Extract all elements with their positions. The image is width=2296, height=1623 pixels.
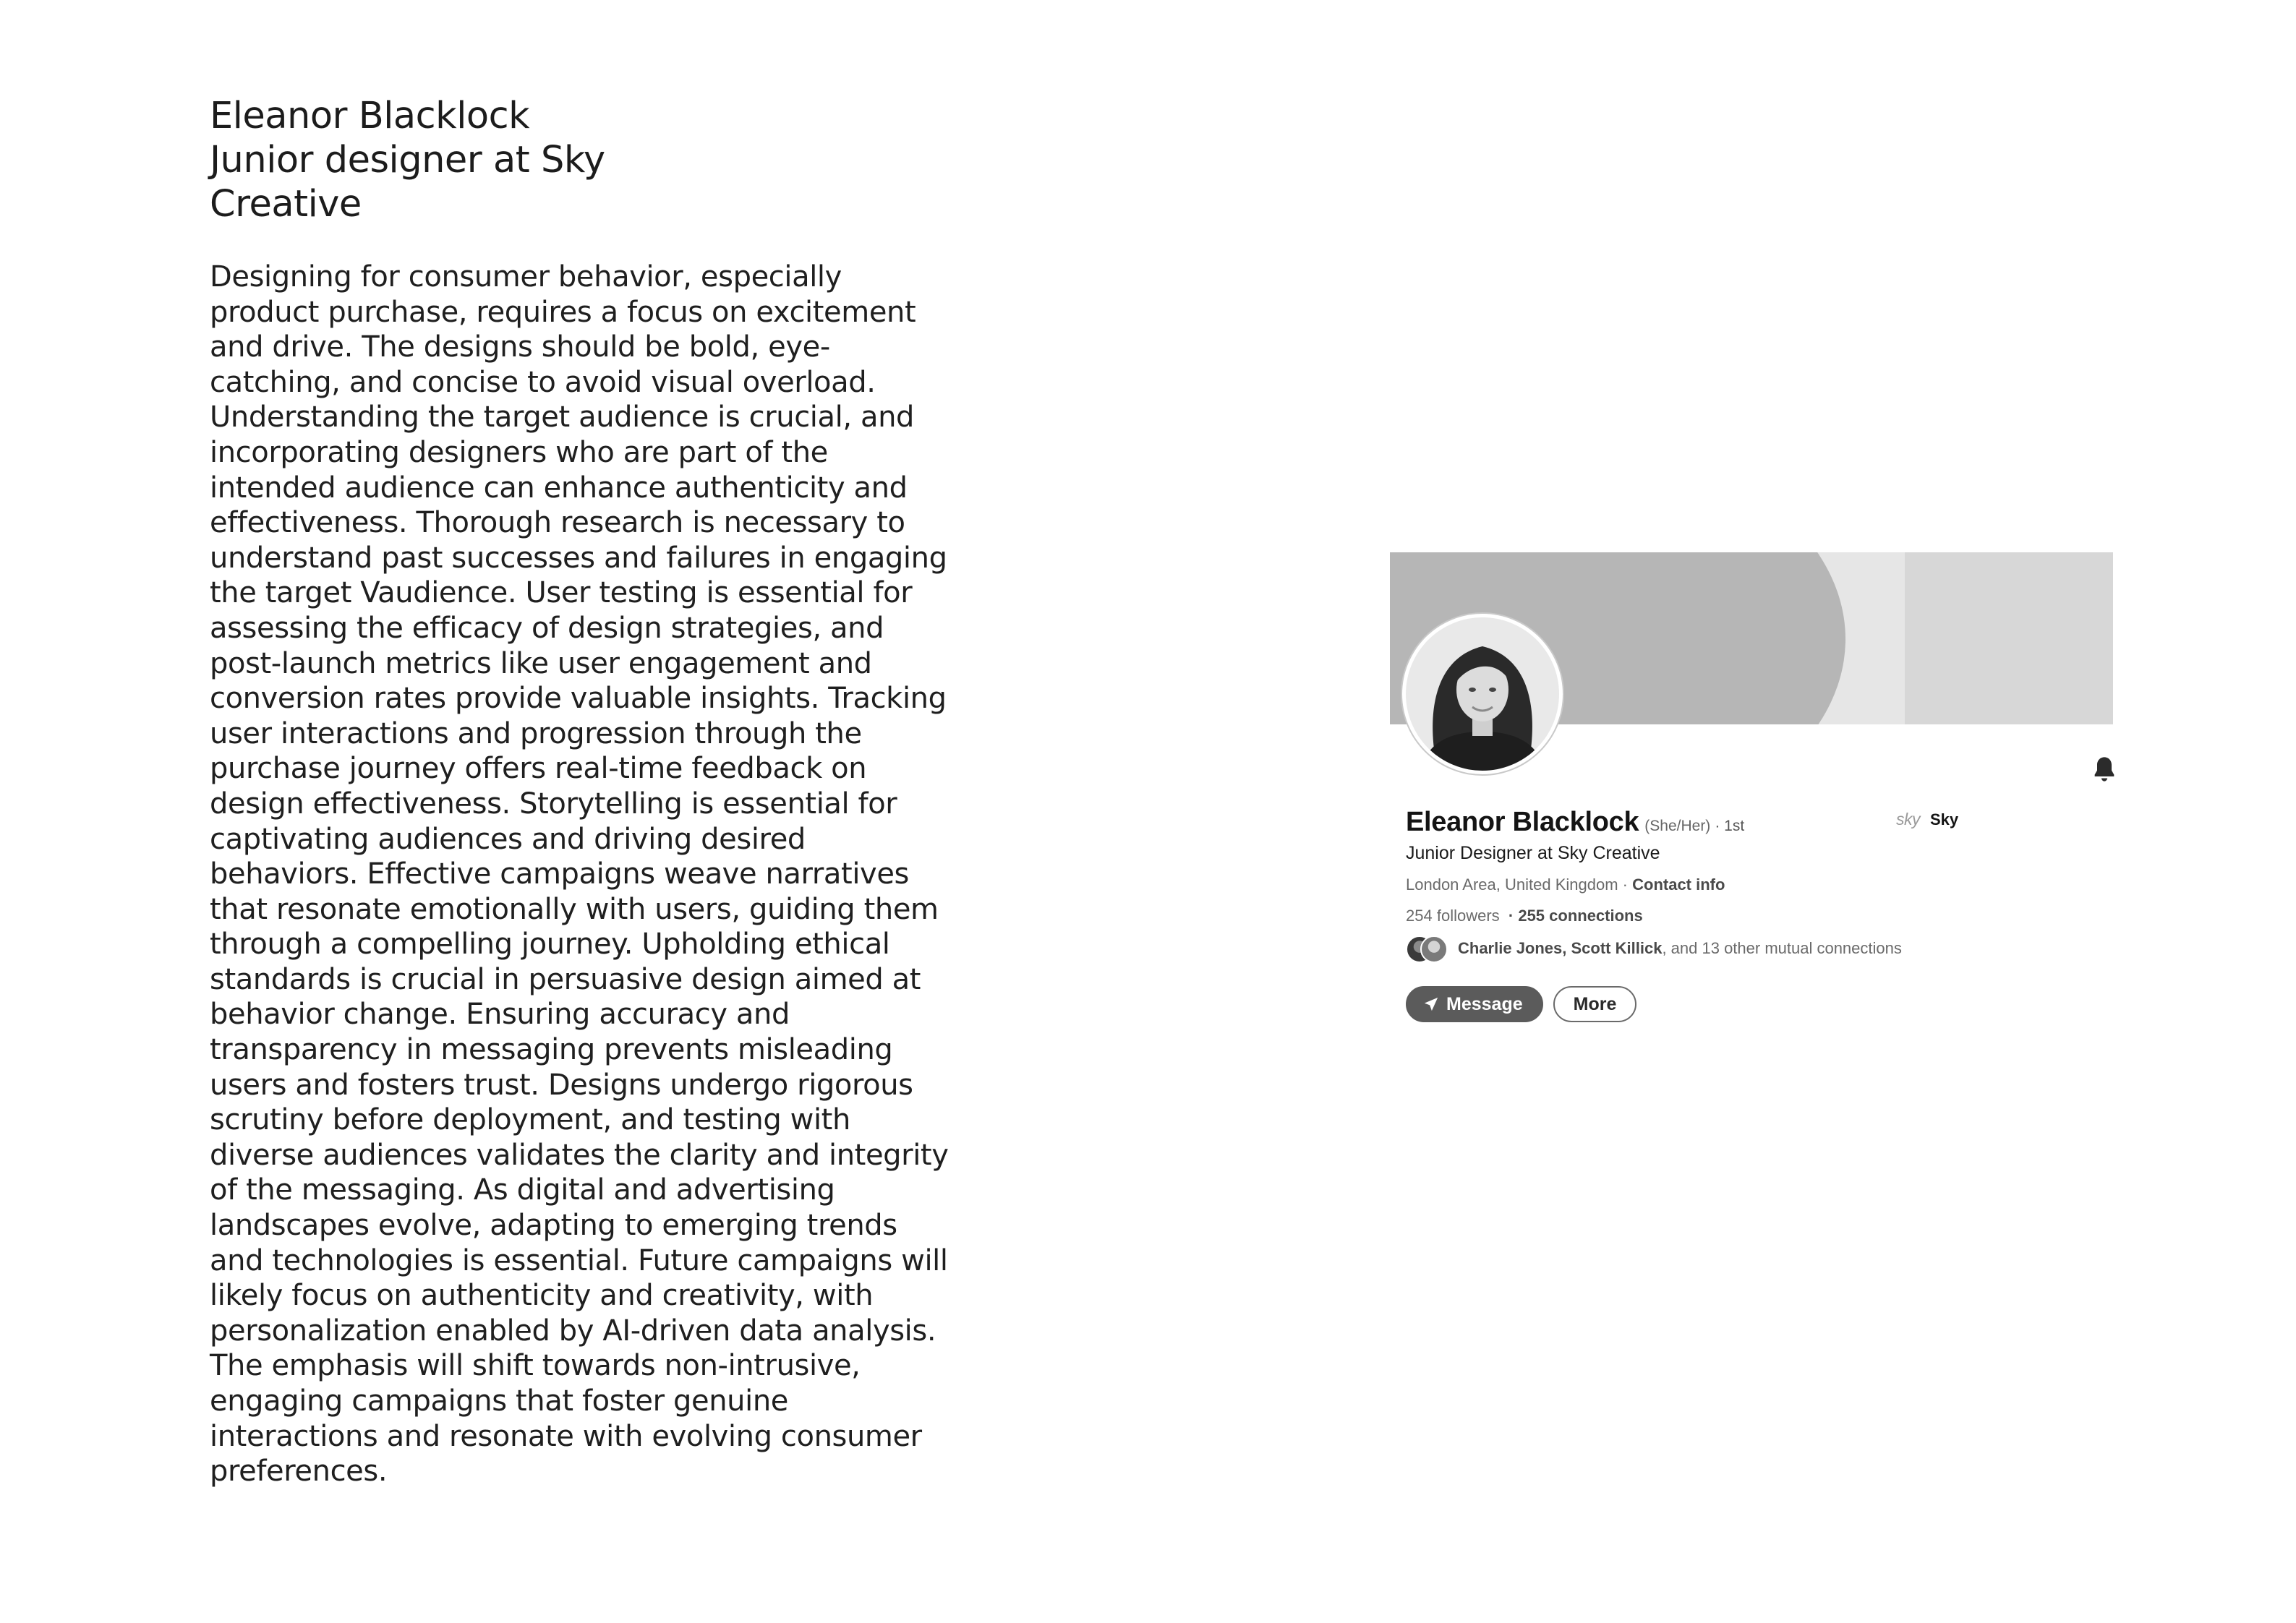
connection-degree: · 1st [1715, 818, 1745, 834]
profile-name[interactable]: Eleanor Blacklock [1406, 807, 1639, 837]
avatar-portrait [1406, 617, 1559, 771]
article-title [210, 94, 962, 226]
sky-logo: sky [1896, 810, 1920, 828]
profile-avatar[interactable] [1406, 617, 1559, 771]
title-line-company: Creative [210, 183, 362, 226]
profile-company[interactable] [1896, 810, 1958, 829]
mutual-avatar [1420, 935, 1448, 963]
mutual-names: Charlie Jones, Scott Killick [1458, 939, 1663, 957]
profile-location: London Area, United Kingdom [1406, 875, 1618, 894]
title-line-role: Junior designer at Sky [210, 139, 605, 181]
company-name: Sky [1930, 810, 1959, 828]
message-button-label: Message [1446, 993, 1523, 1014]
profile-pronouns: (She/Her) [1644, 818, 1711, 834]
profile-location-row [1406, 875, 1725, 894]
bell-icon[interactable] [2090, 755, 2119, 784]
followers-count: 254 [1406, 907, 1433, 925]
connections-link[interactable]: · 255 connections [1508, 907, 1643, 925]
profile-name-row [1406, 807, 1744, 838]
mutual-rest: , and 13 other mutual connections [1662, 939, 1902, 957]
mutual-avatars [1406, 935, 1451, 962]
article-body: Designing for consumer behavior, especially product purchase, requires a focus on excitement and drive. The designs should be bold, eye-catching, and concise to avoid visual overload. Understanding the target audience is crucial, and incorporating designers who are part of the intended audience can enhance authenticity and effectiveness. Thorough research is necessary to understand past successes and failures in engaging the target Vaudience. User testing is essential for assessing the efficacy of design strategies, and post-launch metrics like user engagement and conversion rates provide valuable insights. Tracking user interactions and progression through the purchase journey offers real-time feedback on design effectiveness. Storytelling is essential for captivating audiences and driving desired behaviors. Effective campaigns weave narratives that resonate emotionally with users, guiding them through a compelling journey. Upholding ethical standards is crucial in persuasive design aimed at behavior change. Ensuring accuracy and transparency in messaging prevents misleading users and fosters trust. Designs undergo rigorous scrutiny before deployment, and testing with diverse audiences validates the clarity and integrity of the messaging. As digital and advertising landscapes evolve, adapting to emerging trends and technologies is essential. Future campaigns will likely focus on authenticity and creativity, with personalization enabled by AI-driven data analysis. The emphasis will shift towards non-intrusive, engaging campaigns that foster genuine interactions and resonate with evolving consumer preferences. [210, 260, 949, 1489]
article [210, 94, 962, 1489]
more-button-label: More [1573, 993, 1617, 1014]
profile-headline: Junior Designer at Sky Creative [1406, 843, 1660, 863]
location-separator: · [1622, 875, 1628, 894]
profile-stats [1406, 907, 1643, 925]
title-line-name: Eleanor Blacklock [210, 95, 530, 137]
followers-label: followers [1436, 907, 1500, 925]
contact-info-link[interactable]: Contact info [1632, 875, 1725, 894]
mutual-connections[interactable] [1406, 935, 1902, 962]
profile-actions [1406, 986, 1636, 1022]
message-button[interactable] [1406, 986, 1543, 1022]
paper-plane-icon [1423, 996, 1439, 1012]
followers-link[interactable] [1406, 907, 1500, 925]
more-button[interactable] [1553, 986, 1637, 1022]
